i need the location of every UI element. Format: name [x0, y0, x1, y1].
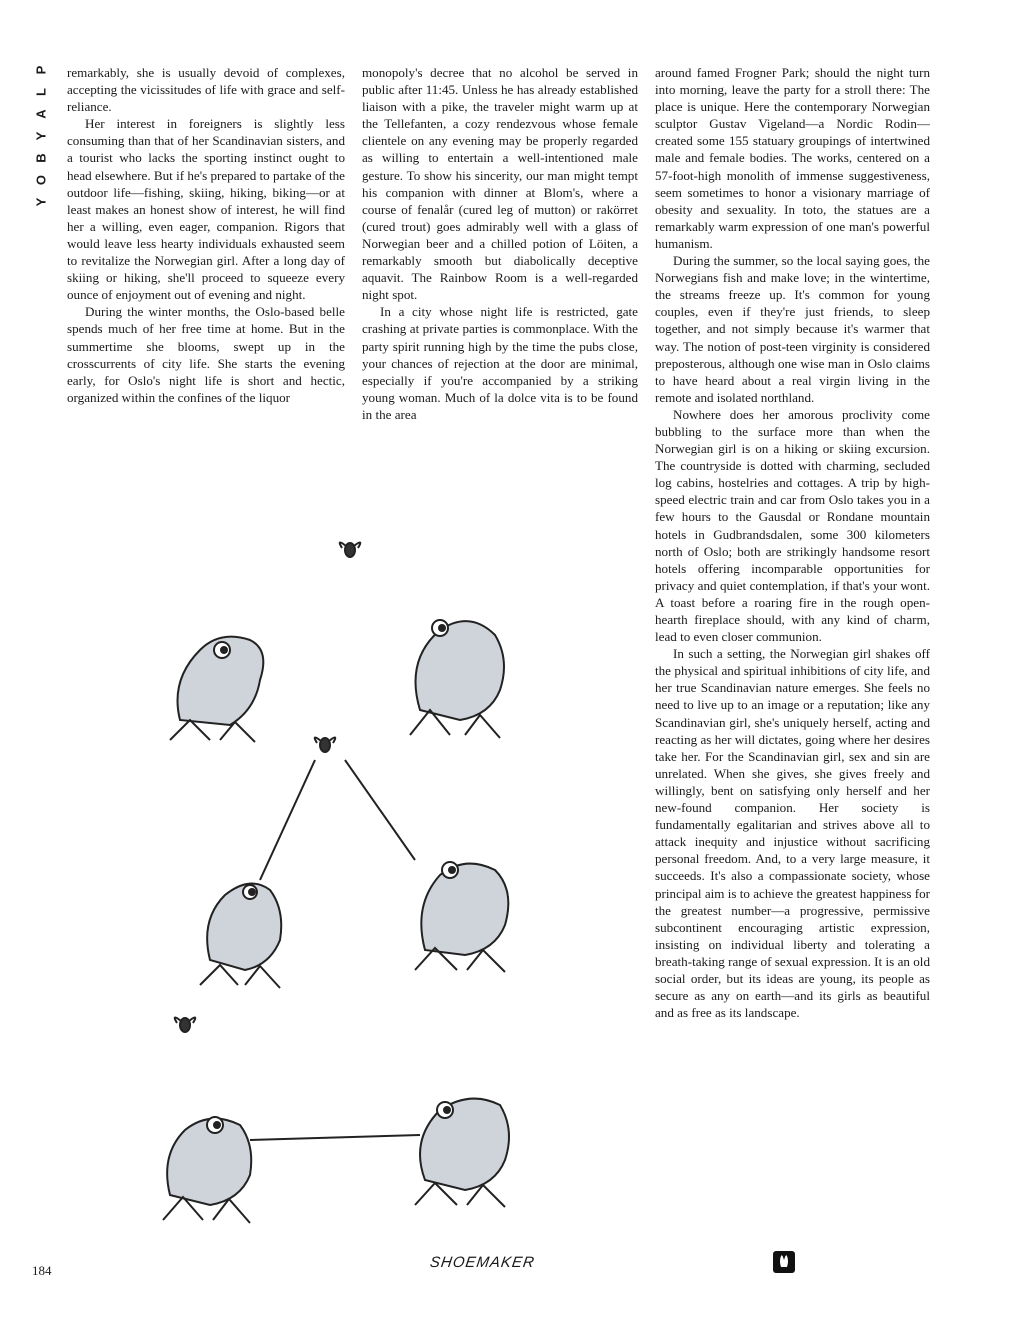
signature-text: SHOEMAKER [428, 1254, 537, 1271]
artist-signature [430, 1246, 550, 1280]
fly-icon [315, 737, 336, 752]
paragraph: During the winter months, the Oslo-based belle spends much of her free time at home. But in the summertime she blooms, swept up in the crosscurrents of city life. She starts the evening early, for Oslo's night life is short and hectic, organized within the confines of the liquor [67, 304, 345, 405]
frog-cartoon-illustration [140, 530, 640, 1230]
frog-right-3 [415, 1099, 509, 1207]
frog-tongue [260, 760, 315, 880]
paragraph: Nowhere does her amorous proclivity come bubbling to the surface more than when the Norwegian girl is on a hiking or skiing excursion. The countryside is dotted with charming, secluded log cabins, hostelries and cottages. A trip by high-speed electric train and car from Oslo takes you in a few hours to the Gausdal or Rondane mountain hotels in Gudbrandsdalen, some 300 kilometers north of Oslo; both are strikingly handsome resort hotels offering incomparable opportunities for privacy and quiet contemplation, if that's your wont. A toast before a roaring fire in the rough open-hearth fireplace should, with any kind of charm, lead to even closer communion. [655, 406, 930, 645]
masthead-letter: P [33, 64, 49, 75]
paragraph: In a city whose night life is restricted, gate crashing at private parties is commonplace. With the party spirit running high by the time the pubs close, your chances of rejection at the door are minimal, especially if you're accompanied by a striking young woman. Much of la dolce vita is to be found in the area [362, 304, 638, 422]
paragraph: monopoly's decree that no alcohol be served in public after 11:45. Unless he has already established liaison with a pike, the traveler might warm up at the Tellefanten, a cozy rendezvous whose female clientele on any evening may be properly regarded as willing to entertain a well-intentioned male gesture. To show his sincerity, our man might tempt his companion with dinner at Blom's, where a course of fenalår (cured leg of mutton) or rakörret (cured trout) goes admirably well with a glass of Norwegian beer and a chilled potion of Löiten, a remarkably smooth but diabolically deceptive aquavit. The Rainbow Room is a well-regarded night spot. [362, 65, 638, 303]
paragraph: During the summer, so the local saying goes, the Norwegians fish and make love; in the wintertime, the streams freeze up. It's common for young couples, even if they're just friends, to sleep together, and not simply because it's warmer that way. The notion of post-teen virginity is considered preposterous, although one wise man in Oslo claims to have heard about a real virgin living in the remote and isolated northland. [655, 253, 930, 405]
paragraph: around famed Frogner Park; should the night turn into morning, leave the party for a stroll there: The place is unique. Here the contemporary Norwegian sculptor Gustav Vigeland—a Nordic Rodin—created some 155 statuary groupings of intertwined male and female bodies. The works, centered on a 57-foot-high monolith of immense suggestiveness, seem sometimes to honor a visionary marriage of obesity and sexuality. In toto, the statues are a remarkably warm expression of one man's powerful humanism. [655, 65, 930, 251]
paragraph: In such a setting, the Norwegian girl shakes off the physical and spiritual inhibitions of city life, and her true Scandinavian nature emerges. She feels no need to live up to an image or a reputation; like any Scandinavian girl, she's uniquely herself, acting and reacting as her will dictates, going where her desires take her. For the Scandinavian girl, sex and sin are unrelated. When she gives, she gives freely and willingly, bent on satisfying only herself and her new-found companion. Her society is fundamentally egalitarian and strives above all to attack inequity and injustice without sacrificing personal freedom. And, to a very large measure, it succeeds. It's also a compassionate society, whose principal aim is to achieve the greatest happiness for the greatest number—a progressive, permissive subcontinent encouraging artistic expression, insisting on individual liberty and tolerating a breath-taking range of sexual expression. It is an old social order, but its ideas are young, its people as secure as any on earth—and its girls as beautiful and as free as its landscape. [655, 646, 930, 1021]
frog-tongue [345, 760, 415, 860]
rabbit-logo-icon [773, 1251, 795, 1273]
fly-icon [340, 542, 361, 557]
frog-right-1 [410, 620, 504, 738]
magazine-masthead-vertical [30, 62, 52, 222]
frog-left-3 [163, 1117, 251, 1223]
frog-left-1 [170, 637, 263, 742]
text-column-2 [362, 64, 638, 423]
masthead-letter: Y [33, 130, 49, 141]
masthead-letter: A [33, 108, 49, 119]
paragraph: Her interest in foreigners is slightly less consuming than that of her Scandinavian sisters, and a tourist who lacks the sporting instinct ought to head elsewhere. But if he's prepared to partake of the outdoor life—fishing, skiing, hiking, biking—or at least makes an honest show of interest, he will find her a willing, even eager, companion. Rigors that would leave less hearty individuals exhausted seem to revitalize the Norwegian girl. After a long day of skiing or hiking, she'll proceed to squeeze every ounce of enjoyment out of evening and night. [67, 116, 345, 303]
frog-left-2 [200, 884, 281, 988]
masthead-letter: L [33, 87, 49, 96]
masthead-letter: B [33, 152, 49, 163]
masthead-letter: Y [33, 196, 49, 207]
fly-icon [175, 1017, 196, 1032]
frog-tongue [250, 1135, 420, 1140]
text-column-3 [655, 64, 930, 1021]
page-number: 184 [32, 1263, 52, 1278]
text-column-1 [67, 64, 345, 406]
frog-right-2 [415, 862, 508, 972]
masthead-letter: O [33, 173, 49, 186]
paragraph: remarkably, she is usually devoid of complexes, accepting the vicissitudes of life with grace and self-reliance. [67, 65, 345, 115]
